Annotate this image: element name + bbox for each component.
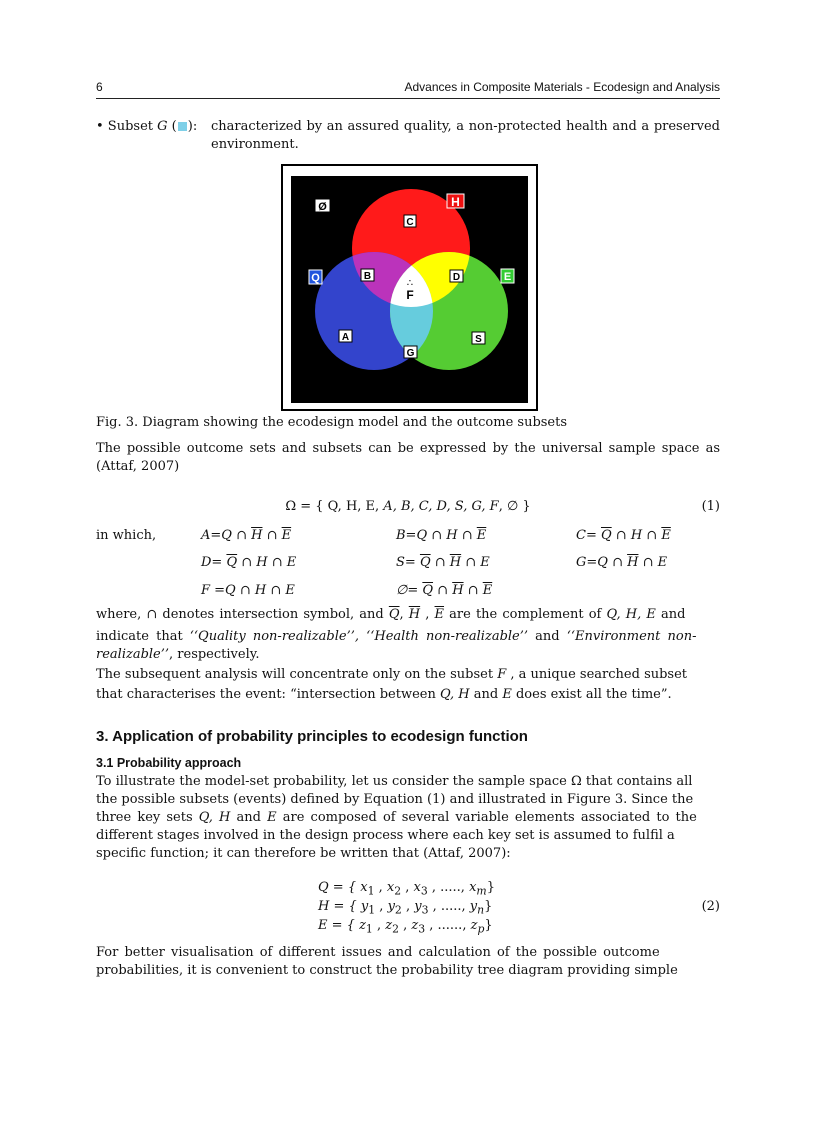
eq2-h-s3: 3 [421, 903, 429, 917]
a-label: A [341, 332, 350, 343]
eq2-h-s2: 2 [394, 903, 402, 917]
q-label: Q [311, 272, 320, 284]
eq1-tail: , ∅ } [498, 499, 531, 514]
def-f-f: F [201, 583, 211, 598]
eq2-e-x3: z [411, 918, 419, 933]
eq2-h-sm: n [477, 903, 485, 917]
def-c-mid: ∩ H ∩ [611, 528, 662, 543]
def-g [576, 555, 667, 570]
equation-2-number: (2) [701, 899, 720, 914]
f-dots: ∴ [406, 278, 414, 289]
def-n-e: $\overline{E}$ [482, 583, 493, 598]
running-header [96, 80, 720, 99]
bullet-prefix: • Subset [96, 119, 153, 134]
def-g-h: $\overline{H}$ [627, 555, 639, 570]
def-empty [396, 583, 492, 598]
bullet-var: G [157, 119, 168, 134]
def-d-q: $\overline{Q}$ [226, 555, 238, 570]
bullet-open: ( [167, 119, 177, 134]
subsequent-l2-e: does exist all the time”. [511, 687, 672, 702]
paragraph-illustrate-line-3 [96, 809, 720, 827]
def-c-lhs: C= [576, 528, 601, 543]
eq2-e-close: } [484, 918, 493, 933]
illustrate-l3-b: Q, H [198, 810, 231, 825]
bullet-close: ): [187, 119, 198, 134]
def-a-e: $\overline{E}$ [281, 528, 292, 543]
def-n-q: $\overline{Q}$ [422, 583, 434, 598]
c-label: C [406, 217, 414, 228]
def-s-lhs: S= [396, 555, 420, 570]
where-sep1: , [399, 607, 409, 622]
bullet-text: characterized by an assured quality, a non-protected health and a preserved environment. [211, 119, 720, 152]
eq2-q-x2: x [386, 880, 395, 895]
eq2-e-line: E = { $z_1$ , $z_2$ , $z_3$ , ......, $z_p$} [318, 918, 493, 936]
where-l1-b: are the complement of [444, 607, 607, 622]
paragraph-illustrate-line-5: specific function; it can therefore be written that (Attaf, 2007): [96, 846, 511, 861]
paragraph-where-line-2 [96, 628, 720, 646]
def-b-lhs: B=Q ∩ H ∩ [396, 528, 477, 543]
where-e: $\overline{E}$ [434, 607, 445, 622]
empty-set-label: Ø [318, 201, 327, 213]
def-a-h: $\overline{H}$ [251, 528, 263, 543]
eq2-h-xm: y [469, 899, 478, 914]
def-d [201, 555, 296, 570]
color-swatch [178, 122, 187, 131]
def-c-q: $\overline{Q}$ [600, 528, 612, 543]
subsequent-l2-b: Q, H [440, 687, 470, 702]
bullet-label [96, 118, 211, 136]
def-s [396, 555, 490, 570]
eq2-q-x3: x [413, 880, 421, 895]
eq2-q-dots: , ....., [427, 880, 470, 895]
eq2-h-x2: y [387, 899, 395, 914]
def-s-rest: ∩ E [461, 555, 490, 570]
f-label: F [406, 288, 414, 302]
subsequent-l2-a: that characterises the event: “intersection between [96, 687, 440, 702]
def-c [576, 528, 671, 543]
paragraph-sample-space: The possible outcome sets and subsets can be expressed by the universal sample space as (Attaf, 2007) [96, 441, 720, 474]
eq2-e-x2: z [385, 918, 393, 933]
s-label: S [475, 334, 482, 345]
eq2-q-lhs: Q = { [318, 880, 361, 895]
eq2-q-s3: 3 [420, 884, 428, 898]
eq2-e-s3: 3 [418, 922, 426, 936]
illustrate-l3-c: and [230, 810, 268, 825]
eq2-q-close: } [486, 880, 495, 895]
subsequent-l2-c: and [469, 687, 503, 702]
equation-1-number: (1) [701, 499, 720, 514]
subsequent-f: F [497, 667, 507, 682]
where-sep2: , [420, 607, 435, 622]
where-l3-a: realizable’’ [96, 647, 170, 662]
where-q: $\overline{Q}$ [388, 607, 400, 622]
def-s-h: $\overline{H}$ [449, 555, 462, 570]
def-a-lhs: A=Q ∩ [201, 528, 252, 543]
venn-diagram [283, 166, 536, 409]
definitions-lead: in which, [96, 528, 157, 543]
paragraph-better-line-1: For better visualisation of different issues and calculation of the possible outcome [96, 945, 660, 960]
page-number: 6 [96, 80, 103, 94]
eq2-h-x1: y [360, 899, 369, 914]
paragraph-illustrate-line-2: the possible subsets (events) defined by Equation (1) and illustrated in Figure 3. Since the [96, 792, 694, 807]
omega-label: Ω [292, 177, 303, 193]
where-l3-b: , respectively. [169, 647, 260, 662]
subsequent-l2-d: E [502, 687, 512, 702]
eq2-h-line: H = { $y_1$ , $y_2$ , $y_3$ , ....., $y_n$} [318, 899, 493, 917]
eq1-lhs: Ω = { [285, 499, 324, 514]
def-g-rest: ∩ E [638, 555, 668, 570]
eq2-h-lhs: H = { [318, 899, 361, 914]
equation-1-body [96, 498, 720, 516]
paragraph-illustrate-line-1: To illustrate the model-set probability, let us consider the sample space Ω that contains all [96, 774, 693, 789]
illustrate-l3-e: are composed of several variable elements associated to the [276, 810, 697, 825]
paragraph-illustrate-line-4: different stages involved in the design process where each key set is assumed to fulfil a [96, 828, 675, 843]
def-b [396, 528, 486, 543]
b-label: B [363, 271, 372, 282]
def-s-q: $\overline{Q}$ [419, 555, 431, 570]
illustrate-l3-d: E [267, 810, 277, 825]
eq2-e-s1: 1 [365, 922, 373, 936]
where-l2-d: ‘‘Environment non- [566, 629, 697, 644]
running-title: Advances in Composite Materials - Ecodesign and Analysis [404, 80, 720, 94]
subsequent-l1-b: , a unique searched subset [506, 667, 688, 682]
where-l1-c: Q, H, E [606, 607, 656, 622]
eq2-q-sm: m [476, 884, 487, 898]
eq2-h-close: } [484, 899, 493, 914]
where-l1-d: and [655, 607, 686, 622]
equation-1 [96, 498, 720, 516]
g-label: G [406, 348, 415, 359]
eq2-h-x3: y [414, 899, 422, 914]
def-d-lhs: D= [201, 555, 227, 570]
e-label: E [503, 271, 512, 283]
paragraph-better-line-2: probabilities, it is convenient to construct the probability tree diagram providing simple [96, 963, 678, 978]
def-c-e: $\overline{E}$ [661, 528, 671, 543]
def-n-h: $\overline{H}$ [452, 583, 464, 598]
venn-figure [281, 164, 538, 411]
def-f [201, 583, 295, 598]
paragraph-where-line-3 [96, 646, 720, 664]
eq2-q-xm: x [469, 880, 477, 895]
eq2-q-line: Q = { $x_1$ , $x_2$ , $x_3$ , ....., $x_m$} [318, 880, 495, 898]
eq2-e-s2: 2 [392, 922, 399, 936]
h-label: H [451, 195, 460, 209]
eq2-q-s2: 2 [394, 884, 402, 898]
def-g-lhs: G=Q ∩ [576, 555, 628, 570]
eq2-e-lhs: E = { [318, 918, 360, 933]
def-a [201, 528, 291, 543]
illustrate-l3-a: three key sets [96, 810, 199, 825]
subsection-title: 3.1 Probability approach [96, 756, 242, 770]
def-s-mid: ∩ [430, 555, 450, 570]
paragraph-subsequent-line-2 [96, 686, 720, 704]
section-title: 3. Application of probability principles to ecodesign function [96, 728, 528, 745]
eq2-q-s1: 1 [367, 884, 375, 898]
eq1-items-italic: A, B, C, D, S, G, [379, 499, 486, 514]
eq2-e-sm: p [477, 922, 485, 936]
d-label: D [452, 272, 461, 283]
eq2-e-dots: , ......, [425, 918, 471, 933]
figure-caption: Fig. 3. Diagram showing the ecodesign model and the outcome subsets [96, 415, 568, 430]
eq2-h-s1: 1 [368, 903, 376, 917]
where-h: $\overline{H}$ [408, 607, 421, 622]
def-n-mid1: ∩ [433, 583, 453, 598]
where-l2-c: and [528, 629, 567, 644]
eq1-f: F [489, 499, 499, 514]
def-n-mid2: ∩ [463, 583, 483, 598]
eq1-items: Q, H, E, [327, 499, 380, 514]
subsequent-l1-a: The subsequent analysis will concentrate only on the subset [96, 667, 498, 682]
eq2-q-x1: x [360, 880, 368, 895]
eq2-e-x1: z [359, 918, 366, 933]
where-l2-a: indicate that [96, 629, 190, 644]
paragraph-where-line-1 [96, 606, 720, 624]
eq2-h-dots: , ....., [428, 899, 470, 914]
where-l2-b: ‘‘Quality non-realizable’’, ‘‘Health non-realizable’’ [189, 629, 529, 644]
def-d-rest: ∩ H ∩ E [237, 555, 297, 570]
where-l1-a: where, ∩ denotes intersection symbol, and [96, 607, 389, 622]
def-f-rest: =Q ∩ H ∩ E [210, 583, 295, 598]
eq2-e-xm: z [470, 918, 478, 933]
paragraph-subsequent-line-1 [96, 666, 720, 684]
def-n-lhs: ∅= [396, 583, 423, 598]
def-b-e: $\overline{E}$ [476, 528, 487, 543]
def-a-mid: ∩ [262, 528, 282, 543]
